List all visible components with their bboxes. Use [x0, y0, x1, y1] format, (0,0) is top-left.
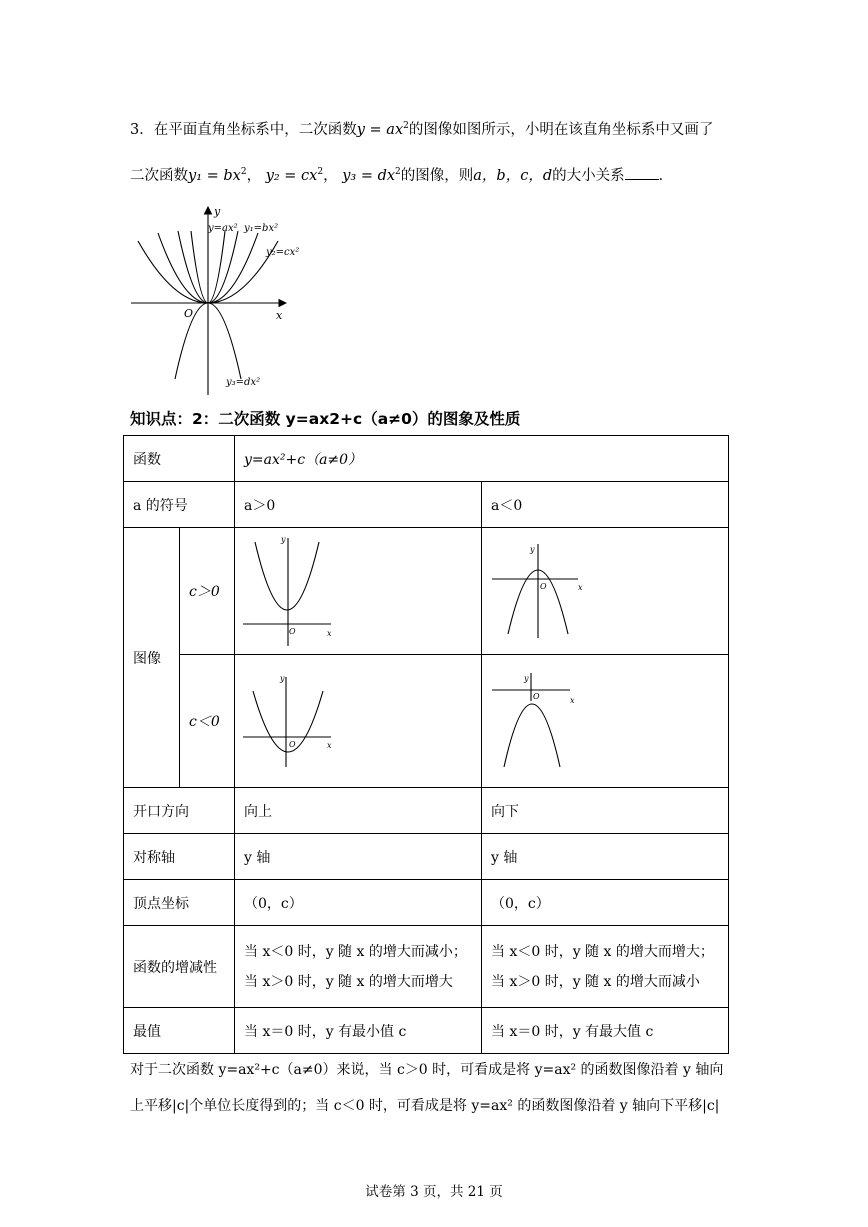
c-negative-label: c＜0 — [180, 655, 235, 788]
row-label: 最值 — [124, 1008, 235, 1054]
parabola — [253, 691, 323, 752]
monotonicity-negative — [482, 926, 729, 1008]
y-axis-label: y — [281, 535, 286, 544]
mono-line: 当 x＜0 时，y 随 x 的增大而增大； — [491, 943, 714, 960]
origin-label: O — [289, 627, 296, 636]
note-line-1: 对于二次函数 y=ax²+c（a≠0）来说，当 c＞0 时，可看成是将 y=ax² 的函数图像沿着 y 轴向 — [130, 1062, 724, 1078]
problem-number: 3． — [130, 122, 154, 138]
row-vertex — [124, 880, 729, 926]
function-formula: y=ax²+c（a≠0） — [235, 436, 729, 482]
sign-positive: a＞0 — [235, 482, 482, 528]
graph-up-c-pos — [235, 528, 482, 655]
formula-y2: y₂ = cx — [265, 168, 318, 184]
extreme-negative: 当 x＝0 时，y 有最大值 c — [482, 1008, 729, 1054]
parabola — [504, 704, 560, 767]
label-y2-cx2: y₂=cx² — [266, 247, 300, 258]
row-label: a 的符号 — [124, 482, 235, 528]
extreme-positive: 当 x＝0 时，y 有最小值 c — [235, 1008, 482, 1054]
x-axis-label: x — [327, 741, 332, 750]
problem-line-1: 3．在平面直角坐标系中，二次函数$y = ax^2$的图像如图所示，小明在该直角坐标系中又画了 — [130, 121, 714, 138]
c-positive-label: c＞0 — [180, 528, 235, 655]
y-axis-label: y — [280, 674, 285, 683]
graph-down-c-neg — [482, 655, 729, 788]
variables: a，b，c，d — [473, 168, 553, 184]
label-y3-dx2: y₃=dx² — [226, 377, 261, 388]
opening-down: 向下 — [482, 788, 729, 834]
row-monotonicity — [124, 926, 729, 1008]
formula-y-ax2: y = ax — [356, 122, 404, 138]
parabola — [255, 542, 319, 610]
formula-y1: y₁ = bx — [188, 168, 241, 184]
row-graph-c-pos — [124, 528, 729, 655]
knowledge-title: 知识点：2：二次函数 y=ax2+c（a≠0）的图象及性质 — [130, 410, 521, 428]
x-axis-label: x — [327, 629, 332, 638]
formula-y3: y₃ = dx — [342, 168, 396, 184]
row-label: 图像 — [124, 528, 180, 788]
note-line-2: 上平移|c|个单位长度得到的；当 c＜0 时，可看成是将 y=ax² 的函数图像沿着 y 轴向下平移|c| — [130, 1098, 720, 1114]
label-y-ax2: y=ax² — [208, 223, 238, 234]
graph-down-c-pos — [482, 528, 729, 655]
x-axis-label: x — [276, 309, 283, 322]
row-function — [124, 436, 729, 482]
row-opening — [124, 788, 729, 834]
row-label: 顶点坐标 — [124, 880, 235, 926]
monotonicity-positive — [235, 926, 482, 1008]
row-label: 对称轴 — [124, 834, 235, 880]
parabola-figure — [128, 203, 328, 398]
vertex-negative: （0，c） — [482, 880, 729, 926]
mono-line: 当 x＞0 时，y 随 x 的增大而减小 — [491, 973, 700, 990]
origin-label: O — [533, 692, 540, 701]
answer-blank[interactable] — [625, 165, 659, 180]
vertex-positive: （0，c） — [235, 880, 482, 926]
label-y1-bx2: y₁=bx² — [244, 223, 279, 234]
axis-negative: y 轴 — [482, 834, 729, 880]
problem-text: 的图像，则 — [400, 168, 474, 184]
row-graph-c-neg — [124, 655, 729, 788]
graph-up-c-neg — [235, 655, 482, 788]
row-label: 函数 — [124, 436, 235, 482]
problem-text: 的图像如图所示，小明在该直角坐标系中又画了 — [408, 122, 714, 138]
row-axis — [124, 834, 729, 880]
row-sign — [124, 482, 729, 528]
sign-negative: a＜0 — [482, 482, 729, 528]
y-axis-label: y — [214, 205, 221, 218]
y-axis-label: y — [530, 545, 535, 554]
origin-label: O — [540, 582, 547, 591]
problem-text: 在平面直角坐标系中，二次函数 — [153, 122, 357, 138]
y-axis-label: y — [524, 674, 529, 683]
row-label: 开口方向 — [124, 788, 235, 834]
problem-text: 二次函数 — [130, 168, 188, 184]
page-footer: 试卷第 3 页，共 21 页 — [365, 1184, 503, 1200]
row-label: 函数的增减性 — [124, 926, 235, 1008]
mono-line: 当 x＜0 时，y 随 x 的增大而减小； — [244, 943, 467, 960]
opening-up: 向上 — [235, 788, 482, 834]
row-extreme — [124, 1008, 729, 1054]
axis-positive: y 轴 — [235, 834, 482, 880]
x-axis-label: x — [578, 583, 583, 592]
problem-text: 的大小关系 — [552, 168, 625, 184]
mono-line: 当 x＞0 时，y 随 x 的增大而增大 — [244, 973, 453, 990]
problem-line-2: 二次函数$y_1 = bx^2$， $y_2 = cx^2$， $y_3 = dx^2$的图像，则a，b，c，d的大小关系 ． — [130, 167, 674, 184]
x-axis-label: x — [570, 696, 575, 705]
origin-label: O — [184, 307, 194, 320]
origin-label: O — [289, 740, 296, 749]
knowledge-table — [123, 435, 729, 1054]
